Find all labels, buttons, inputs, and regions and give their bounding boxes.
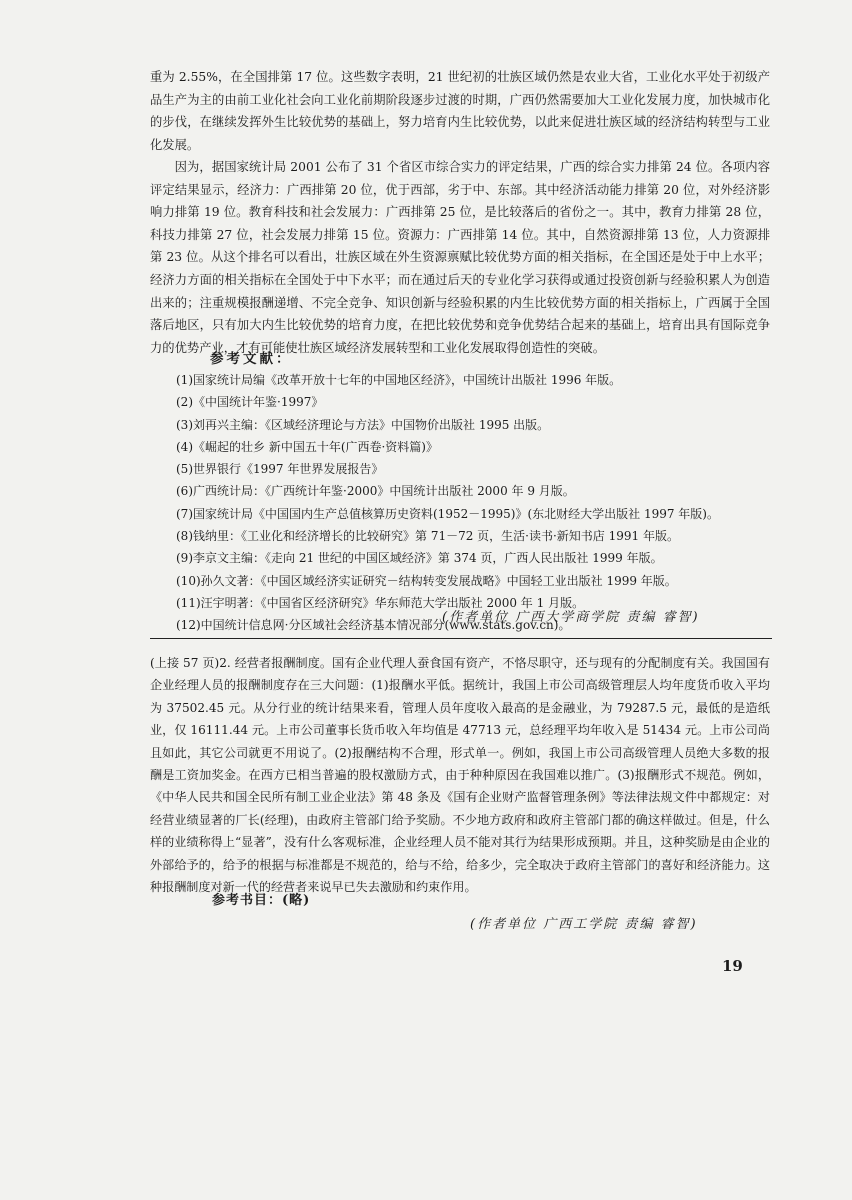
reference-item: (10)孙久文著：《中国区域经济实证研究－结构转变发展战略》中国轻工业出版社 1999 年版。 bbox=[176, 573, 677, 588]
reference-item: (4)《崛起的壮乡 新中国五十年(广西卷·资料篇)》 bbox=[176, 439, 438, 454]
reference-item: (3)刘再兴主编：《区域经济理论与方法》中国物价出版社 1995 出版。 bbox=[176, 417, 550, 432]
reference-item: (2)《中国统计年鉴·1997》 bbox=[176, 395, 324, 410]
references-heading: 参考文献： bbox=[210, 351, 293, 367]
article1-paragraph: 因为，据国家统计局 2001 公布了 31 个省区市综合实力的评定结果，广西的综合实力排第 24 位。各项内容评定结果显示，经济力：广西排第 20 位，优于西部，劣于中、东部。其中经济活动能力排第 20 位，对外经济影响力排第 19 位。教育科技和社会发展力：广西排第 25 位，是比较落后的省份之一。其中，教育力排第 28 位，科技力排第 27 位，社会发展力排第 15 位。资源力：广西排第 14 位。其中，自然资源排第 13 位，人力资源排第 23 位。从这个排名可以看出，壮族区域在外生资源禀赋比较优势方面的相关指标，在全国还是处于中上水平；经济力方面的相关指标在全国处于中下水平；而在通过后天的专业化学习获得或通过投资创新与经验积累人为创造出来的；注重规模报酬递增、不完全竞争、知识创新与经验积累的内生比较优势方面的相关指标上，广西属于全国落后地区，只有加大内生比较优势的培育力度，在把比较优势和竞争优势结合起来的基础上，培育出具有国际竞争力的优势产业，才有可能使壮族区域经济发展转型和工业化发展取得创造性的突破。 bbox=[150, 160, 770, 355]
author-attribution: (作者单位 广西大学商学院 责编 睿智) bbox=[442, 610, 700, 625]
reference-item: (9)李京文主编：《走向 21 世纪的中国区域经济》第 374 页，广西人民出版社 1999 年版。 bbox=[176, 551, 663, 566]
section-divider bbox=[150, 638, 772, 639]
reference-item: (5)世界银行《1997 年世界发展报告》 bbox=[176, 462, 384, 477]
page-number: 19 bbox=[722, 957, 743, 975]
article2-paragraph: (上接 57 页)2. 经营者报酬制度。国有企业代理人蚕食国有资产，不恪尽职守，还与现有的分配制度有关。我国国有企业经理人员的报酬制度存在三大问题：(1)报酬水平低。据统计，我国上市公司高级管理层人均年度货币收入平均为 37502.45 元。从分行业的统计结果来看，管理人员年度收入最高的是金融业，为 79287.5 元，最低的是造纸业，仅 16111.44 元。上市公司董事长货币收入年均值是 47713 元，总经理平均年收入是 51434 元。上市公司尚且如此，其它公司就更不用说了。(2)报酬结构不合理，形式单一。例如，我国上市公司高级管理人员绝大多数的报酬是工资加奖金。在西方已相当普遍的股权激励方式，由于种种原因在我国难以推广。(3)报酬形式不规范。例如，《中华人民共和国全民所有制工业企业法》第 48 条及《国有企业财产监督管理条例》等法律法规文件中都规定：对经营业绩显著的厂长(经理)，由政府主管部门给予奖励。不少地方政府和政府主管部门都的确这样做过。但是，什么样的业绩称得上“显著”，没有什么客观标准，企业经理人员不能对其行为结果形成预期。并且，这种奖励是由企业的外部给予的，给予的根据与标准都是不规范的，给与不给，给多少，完全取决于政府主管部门的喜好和经济能力。这种报酬制度对新一代的经营者来说早已失去激励和约束作用。 bbox=[150, 656, 770, 895]
reference-item: (8)钱纳里：《工业化和经济增长的比较研究》第 71－72 页，生活·读书·新知书店 1991 年版。 bbox=[176, 529, 679, 544]
reference-item: (11)汪宇明著：《中国省区经济研究》华东师范大学出版社 2000 年 1 月版。 bbox=[176, 595, 585, 610]
reference-list bbox=[176, 369, 776, 637]
reference-item: (1)国家统计局编《改革开放十七年的中国地区经济》，中国统计出版社 1996 年版。 bbox=[176, 373, 622, 387]
reference-item: (7)国家统计局《中国国内生产总值核算历史资料(1952－1995)》(东北财经大学出版社 1997 年版)。 bbox=[176, 506, 719, 521]
article1-paragraph: 重为 2.55%，在全国排第 17 位。这些数字表明，21 世纪初的壮族区域仍然是农业大省，工业化水平处于初级产品生产为主的由前工业化社会向工业化前期阶段逐步过渡的时期，广西仍然需要加大工业化发展力度，加快城市化的步伐，在继续发挥外生比较优势的基础上，努力培育内生比较优势，以此来促进壮族区域的经济结构转型与工业化发展。 bbox=[150, 70, 770, 152]
reference-item: (6)广西统计局：《广西统计年鉴·2000》中国统计出版社 2000 年 9 月版。 bbox=[176, 484, 575, 499]
bibliography-omitted: 参考书目：(略) bbox=[212, 893, 311, 908]
reference-item: (12)中国统计信息网·分区域社会经济基本情况部分(www.stats.gov.cn)。 bbox=[176, 618, 571, 633]
author-attribution: (作者单位 广西工学院 责编 睿智) bbox=[470, 917, 698, 932]
